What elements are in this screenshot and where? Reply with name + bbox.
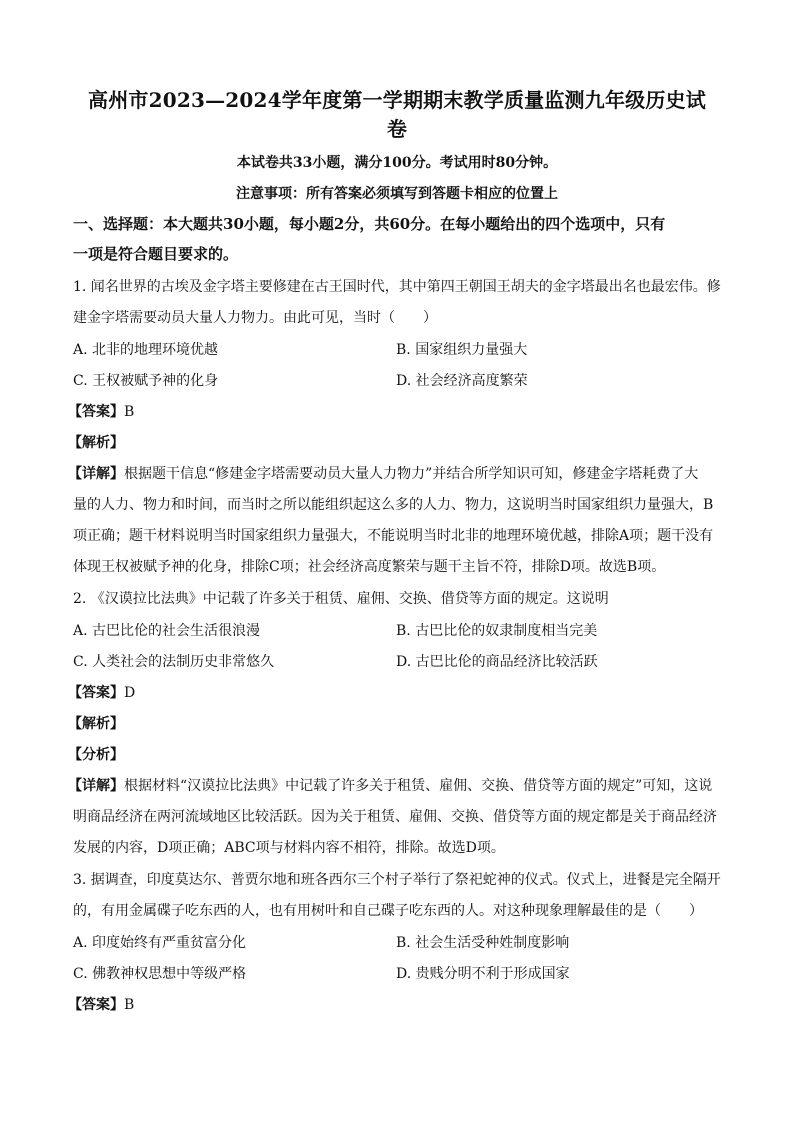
q1-answer [68, 401, 134, 421]
q1-option-d: D. 社会经济高度繁荣 [396, 373, 528, 389]
exam-info-note: 本试卷共33小题，满分100分。考试用时80分钟。 [236, 155, 558, 171]
q2-detail-line2: 明商品经济在两河流域地区比较活跃。因为关于租赁、雇佣、交换、借贷等方面的规定都是关于商品经济 [73, 809, 717, 825]
q2-detail [68, 775, 712, 795]
detail-tag: 【详解】 [68, 466, 124, 482]
q3-option-d: D. 贵贱分明不利于形成国家 [396, 966, 570, 982]
detail-text: 根据题干信息“修建金字塔需要动员大量人力物力”并结合所学知识可知，修建金字塔耗费了大 [124, 466, 699, 482]
q2-option-b: B. 古巴比伦的奴隶制度相当完美 [396, 623, 598, 639]
q2-fenxi-tag: 【分析】 [68, 747, 124, 763]
answer-tag: 【答案】 [68, 997, 124, 1013]
q1-option-b: B. 国家组织力量强大 [396, 342, 528, 358]
exam-title-continued: 卷 [386, 117, 408, 141]
answer-value: B [124, 997, 135, 1013]
q1-detail-line2: 量的人力、物力和时间，而当时之所以能组织起这么多的人力、物力，这说明当时国家组织力量强大，B [73, 497, 714, 513]
q2-option-c: C. 人类社会的法制历史非常悠久 [73, 654, 275, 670]
q3-stem-continued: 的，有用金属碟子吃东西的人，也有用树叶和自己碟子吃东西的人。对这种现象理解最佳的是（ ） [73, 903, 703, 919]
q1-detail [68, 463, 698, 483]
q3-option-a: A. 印度始终有严重贫富分化 [73, 935, 247, 951]
q2-detail-line3: 发展的内容，D项正确；ABC项与材料内容不相符，排除。故选D项。 [73, 840, 505, 856]
detail-text: 根据材料“汉谟拉比法典》中记载了许多关于租赁、雇佣、交换、借贷等方面的规定”可知，这说 [124, 778, 713, 794]
q2-answer [68, 682, 135, 702]
q3-stem: 3. 据调查，印度莫达尔、普贾尔地和班各西尔三个村子举行了祭祀蛇神的仪式。仪式上，进餐是完全隔开 [73, 872, 721, 888]
exam-title: 高州市2023—2024学年度第一学期期末教学质量监测九年级历史试 [88, 88, 706, 112]
q1-option-c: C. 王权被赋予神的化身 [73, 373, 219, 389]
section-heading: 一、选择题：本大题共30小题，每小题2分，共60分。在每小题给出的四个选项中，只有 [73, 215, 666, 233]
q3-option-c: C. 佛教神权思想中等级严格 [73, 966, 247, 982]
detail-tag: 【详解】 [68, 778, 124, 794]
answer-tag: 【答案】 [68, 685, 124, 701]
q1-option-a: A. 北非的地理环境优越 [73, 342, 219, 358]
q1-stem-continued: 建金字塔需要动员大量人力物力。由此可见，当时（ ） [73, 310, 437, 326]
q2-option-a: A. 古巴比伦的社会生活很浪漫 [73, 623, 261, 639]
answer-value: B [124, 404, 135, 420]
q3-answer [68, 994, 134, 1014]
attention-note: 注意事项：所有答案必须填写到答题卡相应的位置上 [236, 186, 558, 202]
answer-tag: 【答案】 [68, 404, 124, 420]
q1-stem: 1. 闻名世界的古埃及金字塔主要修建在古王国时代，其中第四王朝国王胡夫的金字塔最出名也最宏伟。修 [73, 279, 721, 295]
section-heading-continued: 一项是符合题目要求的。 [73, 245, 239, 263]
q1-detail-line3: 项正确；题干材料说明当时国家组织力量强大，不能说明当时北非的地理环境优越，排除A项；题干没有 [73, 528, 714, 544]
answer-value: D [124, 685, 136, 701]
q3-option-b: B. 社会生活受种姓制度影响 [396, 935, 570, 951]
q1-analysis-tag: 【解析】 [68, 435, 124, 451]
q2-analysis-tag: 【解析】 [68, 716, 124, 732]
q2-option-d: D. 古巴比伦的商品经济比较活跃 [396, 654, 598, 670]
q1-detail-line4: 体现王权被赋予神的化身，排除C项；社会经济高度繁荣与题干主旨不符，排除D项。故选B项。 [73, 559, 666, 575]
q2-stem: 2. 《汉谟拉比法典》中记载了许多关于租赁、雇佣、交换、借贷等方面的规定。这说明 [73, 591, 609, 607]
